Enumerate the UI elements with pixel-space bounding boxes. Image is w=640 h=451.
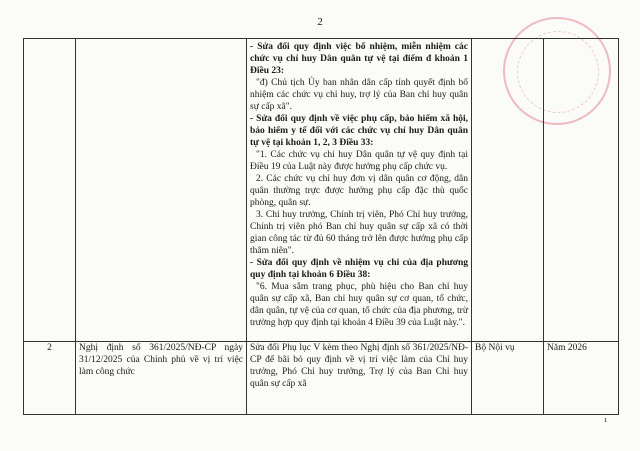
row1-agency-cell: [472, 39, 544, 342]
content-paragraph: - Sửa đổi quy định về việc phụ cấp, bảo hiểm xã hội, bảo hiểm y tế đối với các chức vụ chỉ huy Dân quân tự vệ tại khoản 1, 2, 3 Điều 33:: [250, 114, 468, 148]
document-table: [23, 38, 619, 415]
table-row: [24, 39, 619, 342]
row2-no-cell: 2: [24, 342, 76, 415]
content-paragraph: - Sửa đổi quy định việc bổ nhiệm, miễn nhiệm các chức vụ chỉ huy Dân quân tự vệ tại điểm đ khoản 1 Điều 23:: [250, 42, 468, 76]
row2-year-cell: Năm 2026: [544, 342, 619, 415]
row1-year-cell: [544, 39, 619, 342]
content-paragraph: 3. Chỉ huy trưởng, Chính trị viên, Phó Chỉ huy trưởng, Chính trị viên phó Ban chỉ huy quân sự cấp xã có thời gian công tác từ đủ 60 tháng trở lên được hưởng phụ cấp thâm niên".: [250, 210, 468, 256]
row1-no-cell: [24, 39, 76, 342]
row1-content-cell: [247, 39, 472, 342]
content-paragraph: "đ) Chủ tịch Ủy ban nhân dân cấp tỉnh quyết định bổ nhiệm các chức vụ chỉ huy, trợ lý của Ban chỉ huy quân sự cấp xã".: [250, 78, 468, 112]
content-text: Sửa đổi Phụ lục V kèm theo Nghị định số 361/2025/NĐ-CP để bãi bỏ quy định về vị trí việc làm của Chỉ huy trưởng, Phó Chỉ huy trưởng, Trợ lý của Ban Chỉ huy quân sự cấp xã: [250, 343, 468, 389]
page-number: 2: [317, 16, 323, 28]
corner-mark: ¹: [604, 416, 608, 428]
row2-content-cell: [247, 342, 472, 415]
content-paragraph: "6. Mua sắm trang phục, phù hiệu cho Ban chỉ huy quân sự cấp xã, Ban chỉ huy quân sự cơ quan, tổ chức, dân quân, tự vệ của cơ quan, tổ chức của địa phương, trừ trường hợp quy định tại khoản 4 Điều 39 của Luật này.".: [250, 282, 468, 328]
row2-agency-cell: Bộ Nội vụ: [472, 342, 544, 415]
document-name: Nghị định số 361/2025/NĐ-CP ngày 31/12/2025 của Chính phủ về vị trí việc làm công chức: [79, 343, 243, 377]
row1-document-cell: [76, 39, 247, 342]
content-paragraph: 2. Các chức vụ chỉ huy đơn vị dân quân cơ động, dân quân thường trực được hưởng phụ cấp đặc thù quốc phòng, quân sự.: [250, 174, 468, 208]
content-paragraph: - Sửa đổi quy định về nhiệm vụ chi của địa phương quy định tại khoản 6 Điều 38:: [250, 258, 468, 280]
row2-document-cell: [76, 342, 247, 415]
content-paragraph: "1. Các chức vụ chỉ huy Dân quân tự vệ quy định tại Điều 19 của Luật này được hưởng phụ cấp chức vụ.: [250, 150, 468, 172]
table-row: [24, 342, 619, 415]
